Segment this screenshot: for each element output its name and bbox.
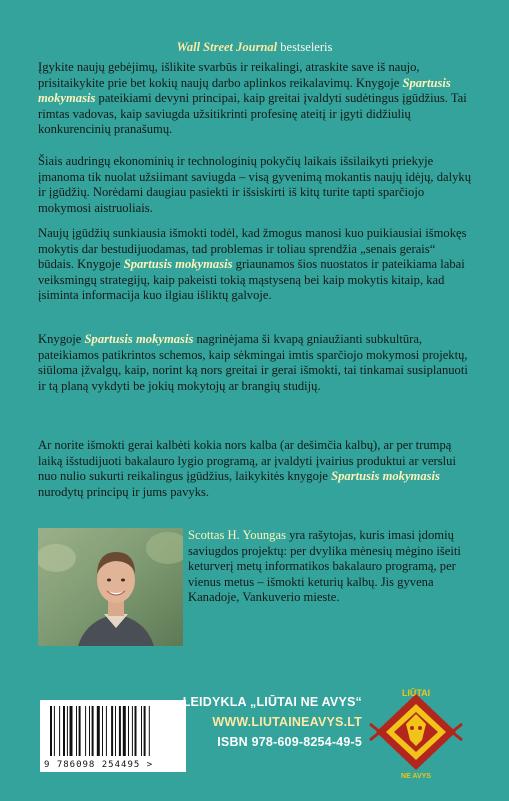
barcode-bar (149, 706, 150, 756)
blurb-paragraph-2: Šiais audringų ekonominių ir technologinių pokyčių laikais išsilaikyti priekyje įmanoma tik nuolat užsiimant saviugda – visą gyvenimą mokantis naujų idėjų, dalykų ir įgūdžių. Norėdami daugiau pasiekti ir išsiskirti iš kitų turite tapti sparčiojo mokymosi aistruoliais. (38, 154, 472, 215)
author-name: Scottas H. Youngas (188, 528, 286, 542)
barcode-digits: 9 786098 254495 > (44, 760, 154, 770)
barcode-bar (102, 706, 103, 756)
barcode-bar (97, 706, 100, 756)
barcode-bar (70, 706, 73, 756)
author-photo (38, 528, 183, 646)
book-title-mention: Spartusis mokymasis (331, 469, 440, 484)
barcode-bar (123, 706, 126, 756)
barcode-bar (132, 706, 133, 756)
barcode-bar (79, 706, 81, 756)
barcode-bar (54, 706, 55, 756)
barcode-bar (144, 706, 146, 756)
logo-top-text: LIŪTAI (401, 688, 431, 698)
barcode-bar (115, 706, 116, 756)
publisher-logo (368, 684, 464, 780)
barcode-bar (59, 706, 60, 756)
blurb-paragraph-4: Knygoje Spartusis mokymasis nagrinėjama ši kvapą gniaužianti subkultūra, pateikiamos patikrintos schemos, kaip sėkmingai imtis sparčiojo mokymosi projektų, siūloma įžvalgų, kaip, norint ką nors greitai ir gerai išmokti, tai tinkamai susiplanuoti ir tą planą vykdyti be jokių mokytojų ar brangių studijų. (38, 332, 468, 393)
book-title-mention: Spartusis mokymasis (123, 257, 233, 272)
barcode-bar (141, 706, 142, 756)
barcode-bar (76, 706, 77, 756)
blurb-paragraph-1: Įgykite naujų gebėjimų, išlikite svarbūs ir reikalingi, atraskite save iš naujo, prisitaikykite prie bet kokių naujų darbo aplinkos reikalavimų. Knygoje Spartusis mokymasis pateikiami devyni principai, kaip greitai įvaldyti sudėtingus įgūdžius. Tai rimtas vadovas, kaip saviugda užsitikrinti profesinę ateitį ir įgyti didžiulių konkurencinių pranašumų. (38, 60, 467, 137)
author-bio-text: yra rašytojas, kuris imasi įdomių saviugdos projektų: per dvylika mėnesių mėgino išeiti keturverį metų informatikos bakalauro programą, per vienus metus – išmokti keturių kalbų. Jis gyvena Kanadoje, Vankuverio mieste. (188, 528, 461, 605)
barcode-bar (89, 706, 90, 756)
bestseller-tagline (0, 40, 509, 55)
isbn-number: ISBN 978-609-8254-49-5 (217, 735, 362, 749)
book-title-mention: Spartusis mokymasis (38, 75, 451, 106)
barcode-bar (106, 706, 107, 756)
wsj-title: Wall Street Journal (176, 40, 278, 54)
barcode-bar (92, 706, 94, 756)
barcode-bar (135, 706, 137, 756)
publisher-url[interactable]: WWW.LIUTAINEAVYS.LT (212, 715, 362, 729)
isbn-barcode (40, 700, 186, 772)
barcode-bar (50, 706, 52, 756)
author-portrait-illustration (38, 528, 183, 646)
lion-sheep-logo-icon (368, 684, 464, 780)
blurb-paragraph-3: Naujų įgūdžių sunkiausia išmokti todėl, kad žmogus manosi kuo puikiausiai išmokęs mokytis dar bestudijuodamas, tad problemas ir toliau sprendžia „senais gerais“ būdais. Knygoje Spartusis mokymasis griaunamos šios nuostatos ir pateikiama labai veiksmingų strategijų, kaip pakeisti tokią mąstyseną bei kaip mokytis kitaip, kad įsiminta informacija kuo ilgiau išliktų galvoje. (38, 226, 467, 303)
blurb-paragraph-5: Ar norite išmokti gerai kalbėti kokia nors kalba (ar dešimčia kalbų), ar per trumpą laiką išstudijuoti bakalauro lygio programą, ar įvaldyti įvairius produktui ar verslui nuo nulio sukurti reikalingus įgūdžius, laikykitės knygoje Spartusis mokymasis nurodytų principų ir jums pavyks. (38, 438, 456, 499)
publisher-name: LEIDYKLA „LIŪTAI NE AVYS“ (182, 695, 362, 709)
barcode-bar (67, 706, 68, 756)
barcode-bar (85, 706, 86, 756)
bestseller-word: bestseleris (277, 40, 333, 54)
barcode-bars (48, 706, 178, 756)
book-title-mention: Spartusis mokymasis (84, 332, 194, 346)
author-bio (188, 528, 478, 606)
barcode-bar (111, 706, 113, 756)
barcode-bar (119, 706, 121, 756)
barcode-bar (63, 706, 65, 756)
logo-bottom-text: NE AVYS (401, 773, 431, 780)
barcode-bar (128, 706, 129, 756)
publisher-info (182, 692, 362, 752)
